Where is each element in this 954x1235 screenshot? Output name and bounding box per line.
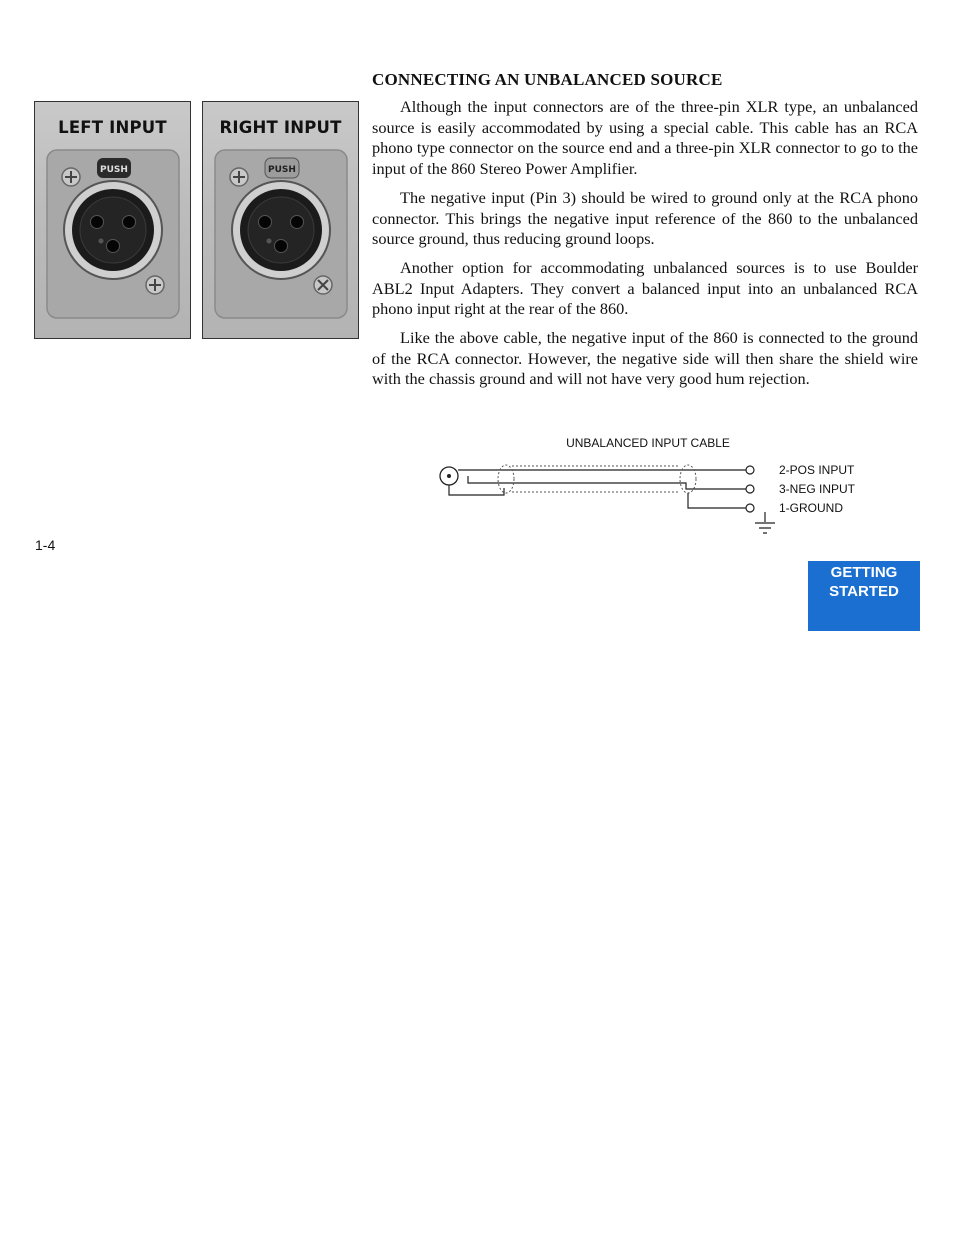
- unbalanced-cable-diagram: [430, 430, 870, 545]
- xlr-connector-right: [207, 142, 355, 338]
- ground-symbol-icon: [755, 512, 775, 533]
- push-tab-label: PUSH: [268, 165, 296, 175]
- section-heading: CONNECTING AN UNBALANCED SOURCE: [372, 70, 723, 89]
- right-input-label: RIGHT INPUT: [219, 118, 342, 137]
- page-number: 1-4: [35, 537, 56, 553]
- push-tab-label: PUSH: [100, 165, 128, 175]
- paragraph: The negative input (Pin 3) should be wired to ground only at the RCA phono connector. This brings the negative input reference of the 860 to the unbalanced source ground, thus reducing ground loops.: [372, 187, 918, 249]
- tab-line-2: STARTED: [829, 583, 899, 600]
- tab-line-1: GETTING: [830, 564, 898, 581]
- right-input-panel-image: [202, 101, 359, 339]
- body-text: [372, 97, 918, 398]
- section-tab-getting-started[interactable]: [808, 561, 920, 631]
- pin-label-pos: 2-POS INPUT: [779, 463, 855, 477]
- pin-label-neg: 3-NEG INPUT: [779, 482, 856, 496]
- paragraph: Another option for accommodating unbalanced sources is to use Boulder ABL2 Input Adapters. They convert a balanced input into an unbalanced RCA phono input right at the rear of the 860.: [372, 257, 918, 319]
- paragraph: Like the above cable, the negative input of the 860 is connected to the ground of the RCA connector. However, the negative side will then share the shield wire with the chassis ground and will not have very good hum rejection.: [372, 328, 918, 389]
- pin-neg-icon: [746, 485, 754, 493]
- pin-pos-icon: [746, 466, 754, 474]
- left-input-label: LEFT INPUT: [58, 118, 167, 137]
- xlr-connector-left: [39, 142, 187, 338]
- left-input-panel-image: [34, 101, 191, 339]
- diagram-title: UNBALANCED INPUT CABLE: [566, 436, 730, 450]
- pin-ground-icon: [746, 504, 754, 512]
- paragraph: Although the input connectors are of the three-pin XLR type, an unbalanced source is easily accommodated by using a special cable. This cable has an RCA phono type connector on the source end and a three-pin XLR connector to go to the input of the 860 Stereo Power Amplifier.: [372, 97, 918, 179]
- pin-label-ground: 1-GROUND: [779, 501, 844, 515]
